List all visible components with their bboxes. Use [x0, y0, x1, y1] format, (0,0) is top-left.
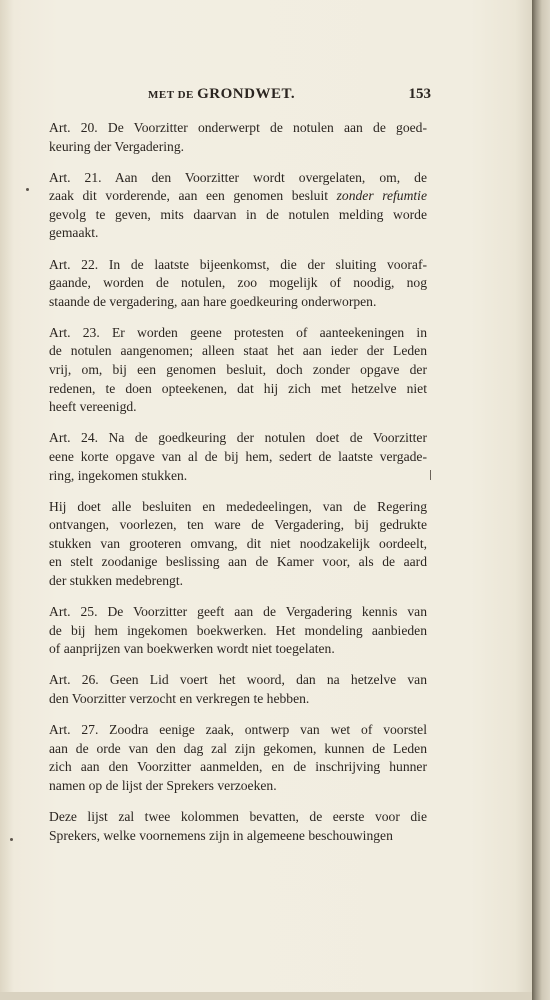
text-line: en stelt zoodanige beslissing aan de Kamer voor, als de aard — [49, 554, 427, 570]
body-text — [34, 119, 427, 858]
text-line: Art. 21. Aan den Voorzitter wordt overgelaten, om, de — [49, 169, 427, 185]
paragraph — [34, 256, 427, 312]
text-line: zaak dit vorderende, aan een genomen besluit zonder refumtie — [49, 188, 427, 204]
text-line: den Voorzitter verzocht en verkregen te hebben. — [49, 690, 310, 706]
text-line: heeft vereenigd. — [49, 399, 137, 415]
text-line: aan de orde van den dag zal zijn gekomen, kunnen de Leden — [49, 740, 427, 756]
paragraph — [34, 324, 427, 417]
paragraph — [34, 808, 427, 845]
text-line: de bij hem ingekomen boekwerken. Het mondeling aanbieden — [49, 622, 427, 638]
text-line: Art. 27. Zoodra eenige zaak, ontwerp van wet of voorstel — [49, 722, 427, 738]
text-line: Art. 23. Er worden geene protesten of aanteekeningen in — [49, 324, 427, 340]
page-bottom-edge — [0, 992, 532, 1000]
page-binding-edge — [532, 0, 550, 1000]
text-line: Art. 26. Geen Lid voert het woord, dan na hetzelve van — [49, 672, 427, 688]
paragraph — [34, 119, 427, 156]
text-line: stukken van grooteren omvang, dit niet noodzakelijk oordeelt, — [49, 535, 427, 551]
paragraph — [34, 498, 427, 591]
page-number: 153 — [408, 86, 431, 102]
text-line: Deze lijst zal twee kolommen bevatten, de eerste voor die — [49, 808, 427, 824]
text-line: de notulen aangenomen; alleen staat het aan ieder der Leden — [49, 343, 427, 359]
text-line: gevolg te geven, mits daarvan in de notulen melding worde — [49, 206, 427, 222]
text-line: gemaakt. — [49, 225, 99, 241]
text-line: Art. 20. De Voorzitter onderwerpt de notulen aan de goed- — [49, 120, 427, 135]
text-line: of aanprijzen van boekwerken wordt niet toegelaten. — [49, 641, 335, 657]
paragraph — [34, 721, 427, 795]
text-line: Sprekers, welke voornemens zijn in algemeene beschouwingen — [49, 827, 393, 843]
text-line: Hij doet alle besluiten en mededeelingen, van de Regering — [49, 498, 427, 514]
text-line: namen op de lijst der Sprekers verzoeken. — [49, 777, 277, 793]
paragraph — [34, 671, 427, 708]
text-line: staande de vergadering, aan hare goedkeuring onderworpen. — [49, 293, 377, 309]
running-head-prefix: MET DE — [148, 89, 198, 101]
running-head-title — [148, 86, 295, 103]
paragraph — [34, 169, 427, 243]
running-header — [148, 86, 431, 106]
paragraph — [34, 603, 427, 659]
text-line: eene korte opgave van al de bij hem, sedert de laatste vergade- — [49, 448, 427, 464]
text-line: redenen, te doen opteekenen, dat hij zich met hetzelve niet — [49, 380, 427, 396]
text-line: zich aan den Voorzitter aanmelden, en de inschrijving hunner — [49, 759, 427, 775]
text-line: Art. 24. Na de goedkeuring der notulen doet de Voorzitter — [49, 430, 427, 446]
text-line: Art. 22. In de laatste bijeenkomst, die der sluiting vooraf- — [49, 256, 427, 272]
paper-speck — [10, 838, 13, 841]
text-line: vrij, om, bij een genomen besluit, doch zonder opgave der — [49, 362, 427, 378]
text-line: der stukken medebrengt. — [49, 572, 184, 588]
running-head-main: GRONDWET. — [197, 86, 296, 102]
text-line: keuring der Vergadering. — [49, 138, 185, 154]
text-line: ring, ingekomen stukken. — [49, 467, 188, 483]
text-line: Art. 25. De Voorzitter geeft aan de Vergadering kennis van — [49, 604, 427, 620]
paragraph — [34, 429, 427, 485]
text-line: gaande, worden de notulen, zoo mogelijk of noodig, nog — [49, 275, 427, 291]
paper-speck — [26, 188, 29, 191]
margin-mark — [430, 470, 431, 480]
text-line: ontvangen, voorlezen, ten ware de Vergadering, bij gedrukte — [49, 517, 427, 533]
